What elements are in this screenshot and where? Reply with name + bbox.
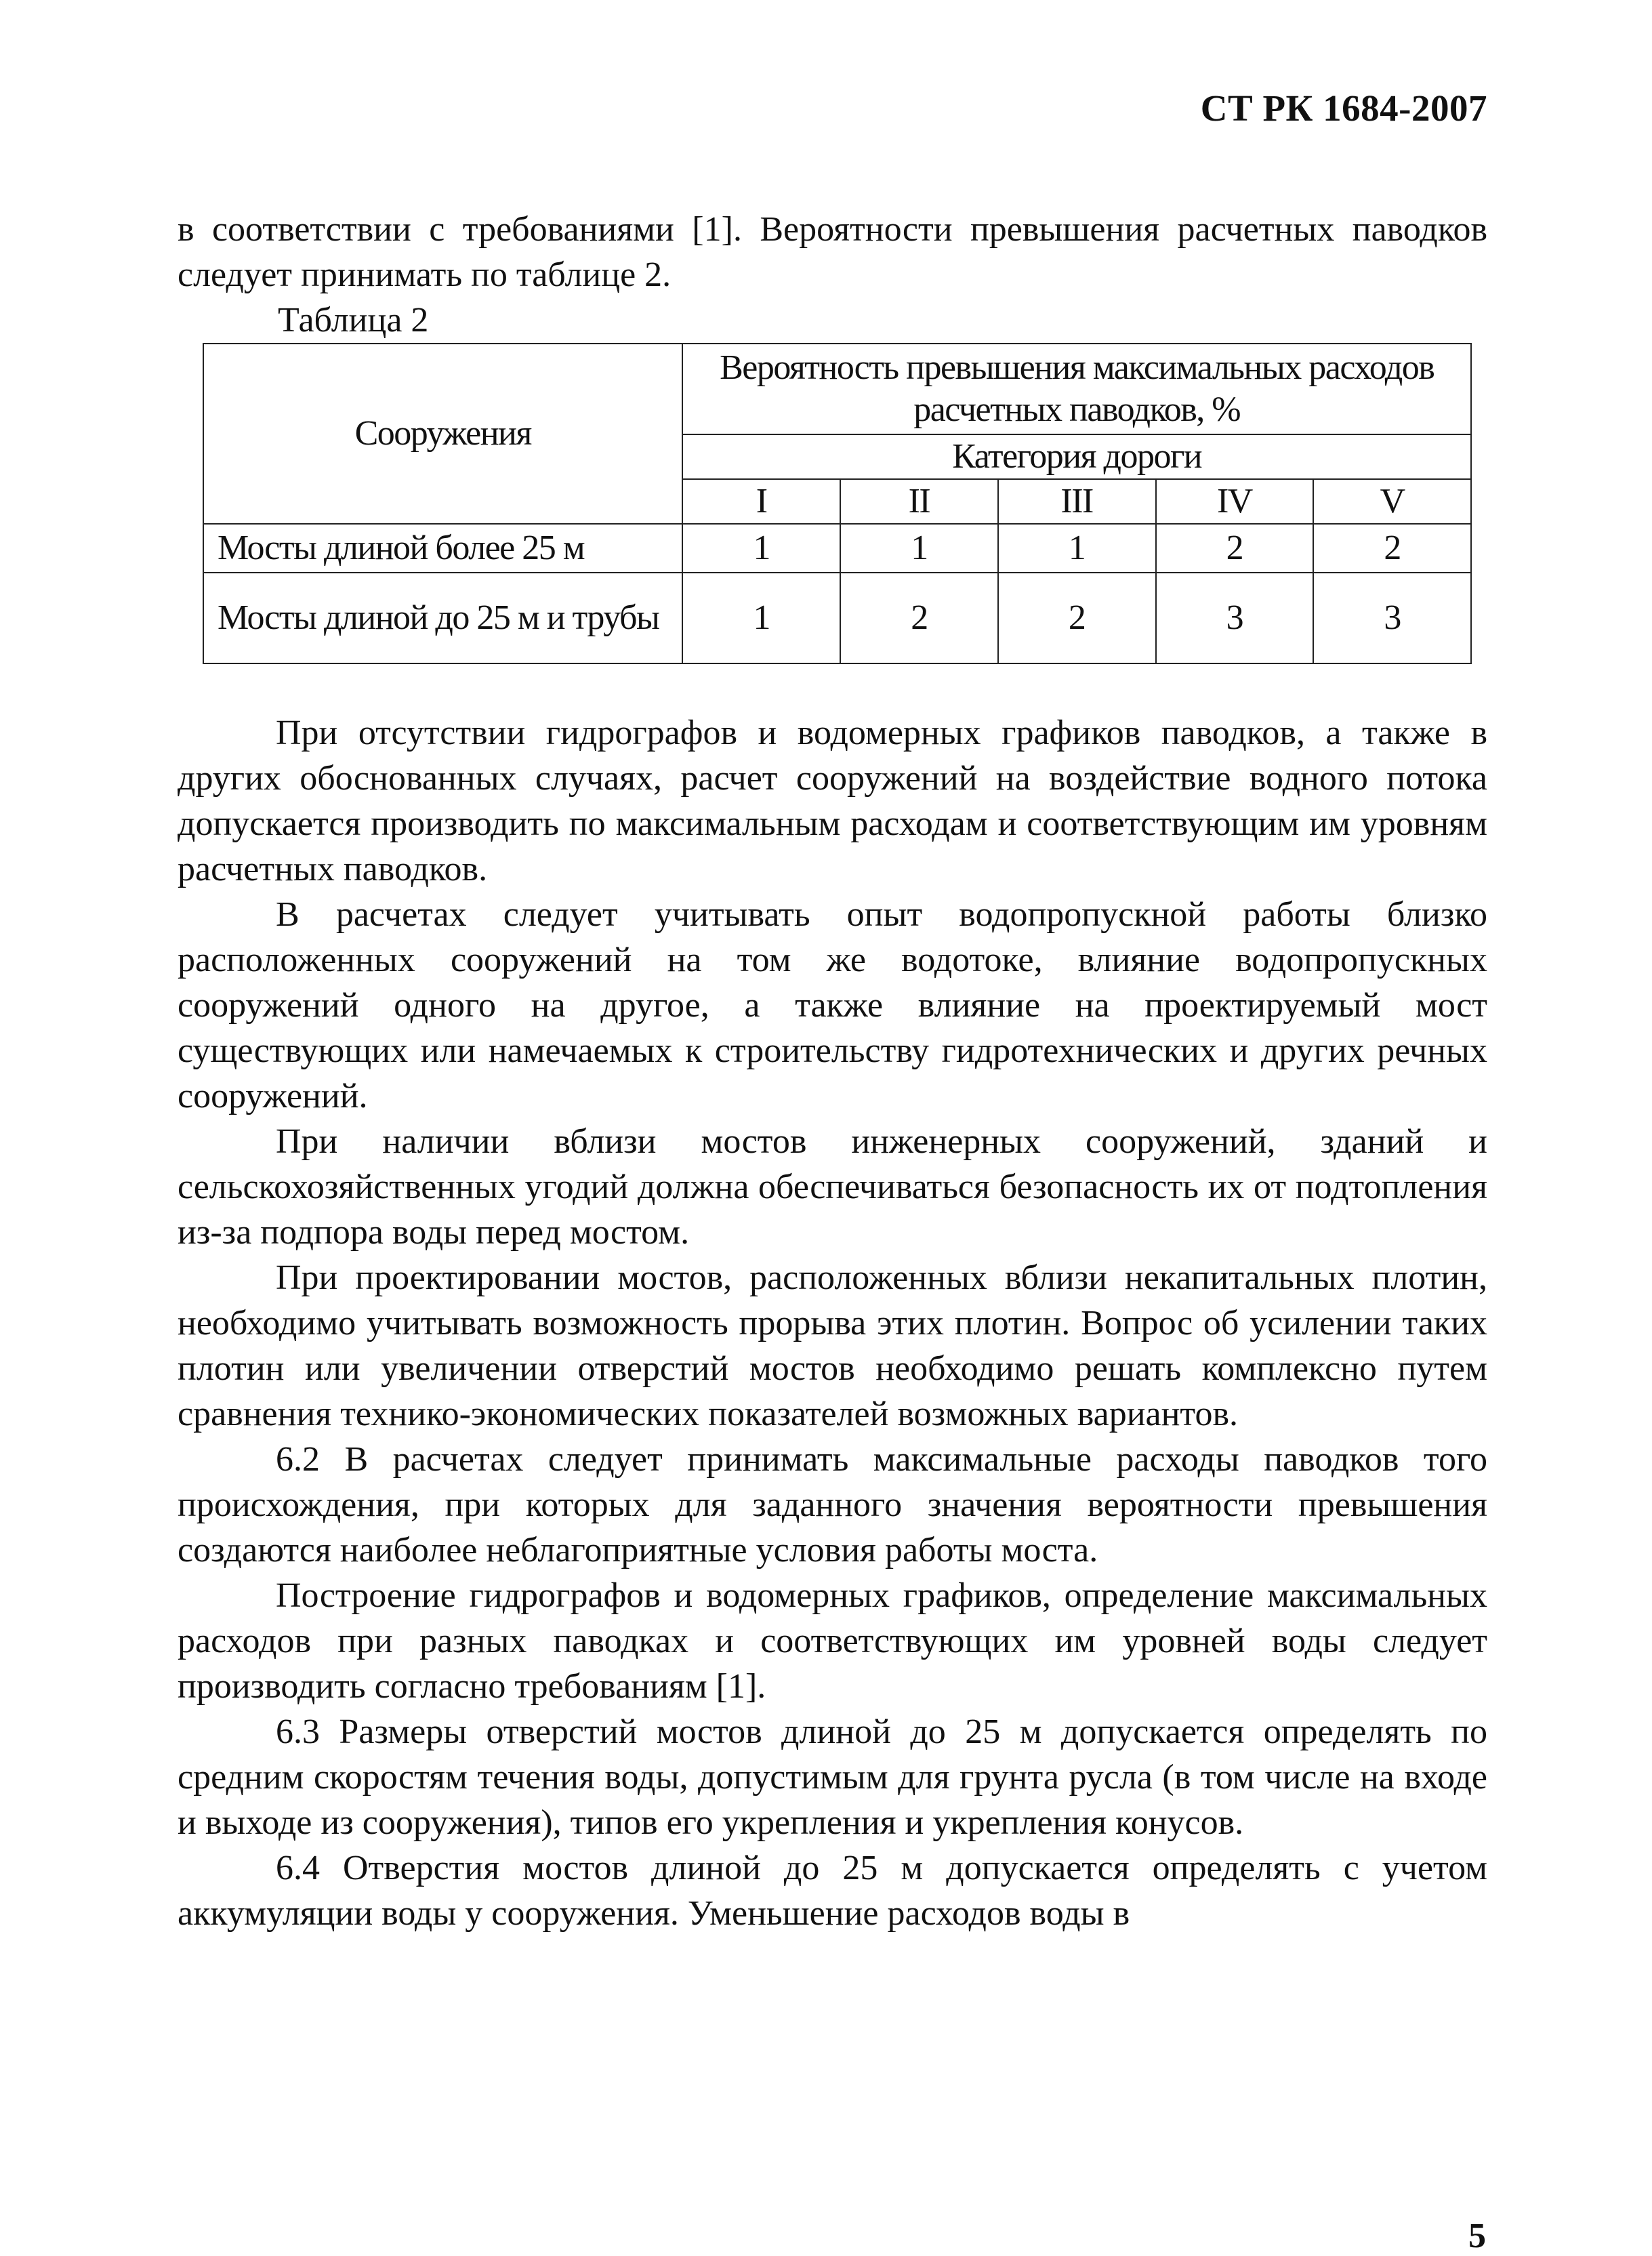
category-cell: I	[682, 479, 840, 524]
body-paragraph: При наличии вблизи мостов инженерных сооружений, зданий и сельскохозяйственных угодий должна обеспечиваться безопасность их от подтопления из-за подпора воды перед мостом.	[178, 1122, 1487, 1252]
header-category: Категория дороги	[682, 434, 1471, 479]
value-cell: 3	[1156, 573, 1314, 663]
header-structure: Сооружения	[203, 344, 682, 524]
category-cell: III	[998, 479, 1156, 524]
value-cell: 3	[1313, 573, 1471, 663]
value-cell: 1	[840, 524, 998, 573]
body-paragraph: 6.3 Размеры отверстий мостов длиной до 25 м допускается определять по средним скоростям течения воды, допустимым для грунта русла (в том числе на входе и выходе из сооружения), типов его укрепления и укрепления конусов.	[178, 1712, 1487, 1842]
value-cell: 2	[1313, 524, 1471, 573]
value-cell: 1	[682, 573, 840, 663]
header-probability: Вероятность превышения максимальных расходов расчетных паводков, %	[682, 344, 1471, 434]
category-cell: V	[1313, 479, 1471, 524]
body-paragraph: 6.2 В расчетах следует принимать максимальные расходы паводков того происхождения, при которых для заданного значения вероятности превышения создаются наиболее неблагоприятные условия работы моста.	[178, 1440, 1487, 1570]
row-name: Мосты длиной до 25 м и трубы	[203, 573, 682, 663]
body-paragraph: 6.4 Отверстия мостов длиной до 25 м допускается определять с учетом аккумуляции воды у сооружения. Уменьшение расходов воды в	[178, 1849, 1487, 1933]
table-row	[203, 524, 1471, 573]
value-cell: 1	[998, 524, 1156, 573]
value-cell: 2	[998, 573, 1156, 663]
row-name: Мосты длиной более 25 м	[203, 524, 682, 573]
value-cell: 1	[682, 524, 840, 573]
table-caption: Таблица 2	[278, 301, 429, 340]
page-content	[178, 207, 1487, 1936]
value-cell: 2	[1156, 524, 1314, 573]
body-paragraph: В расчетах следует учитывать опыт водопропускной работы близко расположенных сооружений на том же водотоке, влияние водопропускных сооружений одного на другое, а также влияние на проектируемый мост существующих или намечаемых к строительству гидротехнических и других речных сооружений.	[178, 895, 1487, 1115]
value-cell: 2	[840, 573, 998, 663]
category-cell: II	[840, 479, 998, 524]
table-row	[203, 573, 1471, 663]
document-code: СТ РК 1684-2007	[1200, 87, 1487, 129]
probability-table	[203, 343, 1472, 664]
body-paragraph: Построение гидрографов и водомерных графиков, определение максимальных расходов при разных паводках и соответствующих им уровней воды следует производить согласно требованиям [1].	[178, 1576, 1487, 1706]
category-cell: IV	[1156, 479, 1314, 524]
page-number: 5	[1468, 2217, 1486, 2255]
intro-paragraph: в соответствии с требованиями [1]. Вероятности превышения расчетных паводков следует принимать по таблице 2.	[178, 210, 1487, 294]
body-paragraph: При проектировании мостов, расположенных вблизи некапитальных плотин, необходимо учитывать возможность прорыва этих плотин. Вопрос об усилении таких плотин или увеличении отверстий мостов необходимо решать комплексно путем сравнения технико-экономических показателей возможных вариантов.	[178, 1258, 1487, 1433]
body-paragraph: При отсутствии гидрографов и водомерных графиков паводков, а также в других обоснованных случаях, расчет сооружений на воздействие водного потока допускается производить по максимальным расходам и соответствующим им уровням расчетных паводков.	[178, 714, 1487, 888]
